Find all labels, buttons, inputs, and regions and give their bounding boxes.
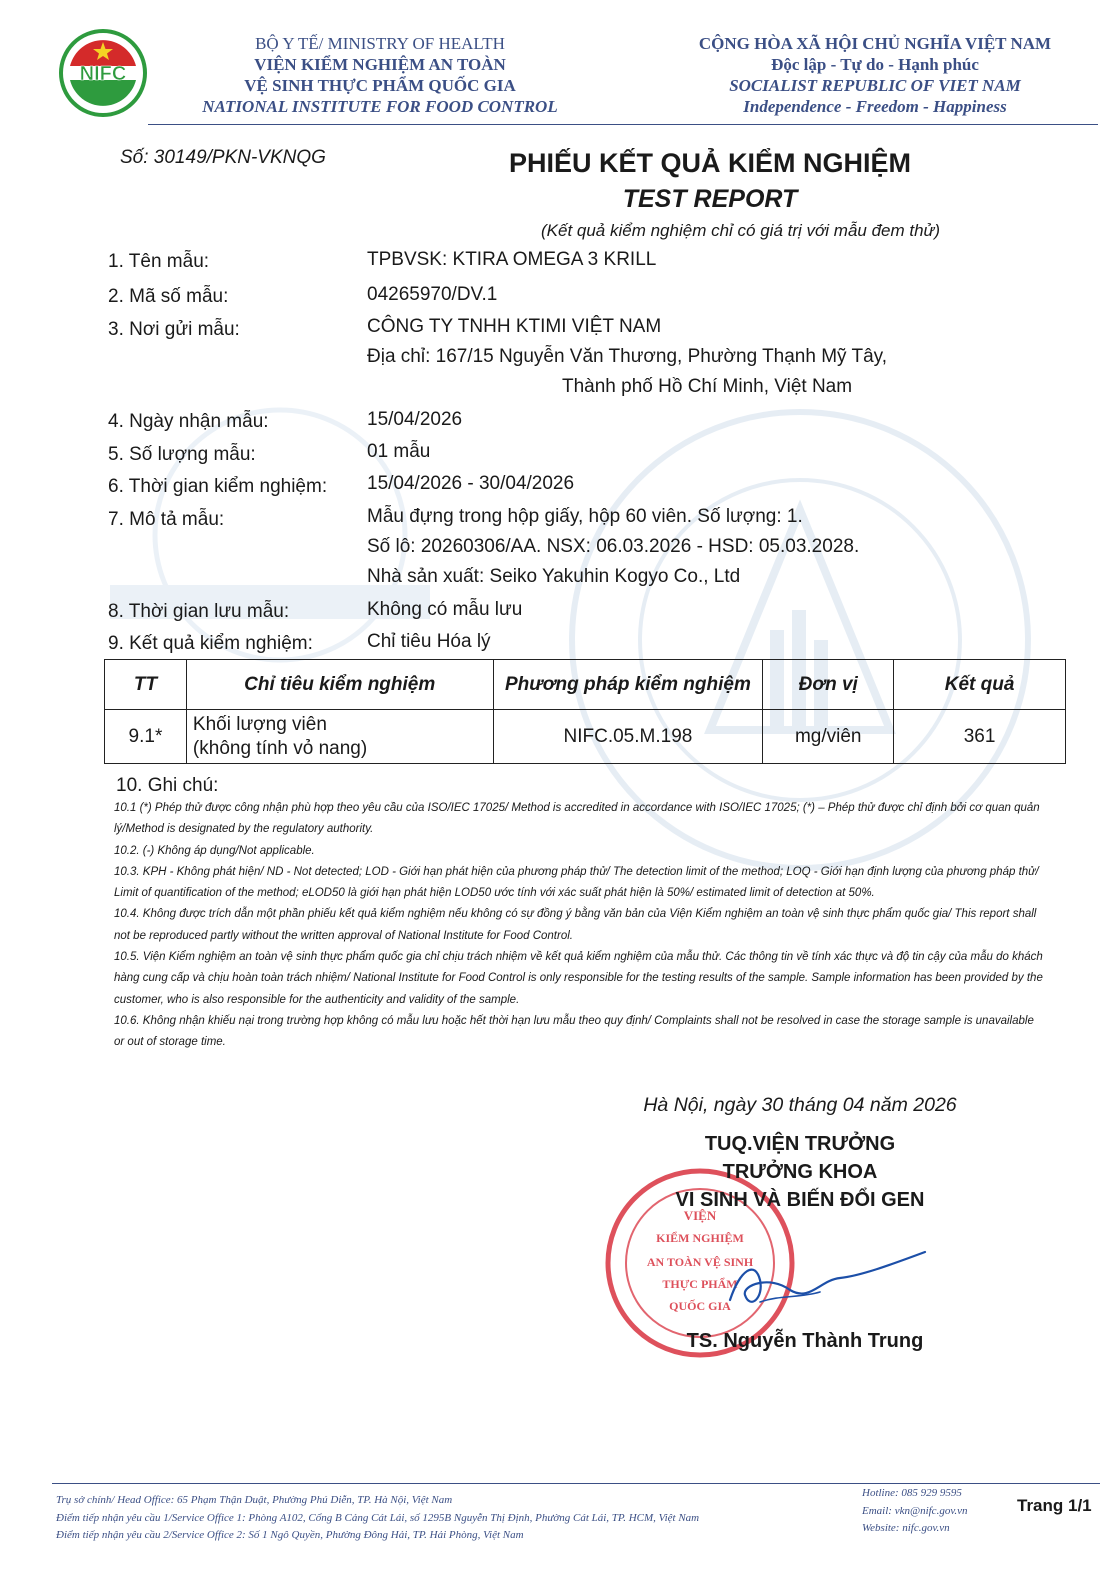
field-value-manufacturer: Nhà sản xuất: Seiko Yakuhin Kogyo Co., Ltd [367,566,741,587]
signatory-line3: VI SINH VÀ BIẾN ĐỔI GEN [675,1189,925,1211]
header-indicator: Chỉ tiêu kiểm nghiệm [186,660,493,710]
field-value-sender: CÔNG TY TNHH KTIMI VIỆT NAM [367,316,662,337]
field-value-received-date: 15/04/2026 [367,409,463,430]
header-result: Kết quả [894,660,1066,710]
svg-text:THỰC PHẨM: THỰC PHẨM [662,1277,738,1291]
field-value-sample-name: TPBVSK: KTIRA OMEGA 3 KRILL [367,249,657,270]
handwritten-signature [700,1240,930,1320]
document-number: Số: 30149/PKN-VKNQG [120,147,326,168]
field-label-received-date: 4. Ngày nhận mẫu: [108,411,269,432]
signatory-line2: TRƯỞNG KHOA [722,1161,878,1183]
field-value-storage: Không có mẫu lưu [367,599,523,620]
note-10-4: 10.4. Không được trích dẫn một phần phiếu kết quả kiểm nghiệm nếu không có sự đồng ý bằng văn bản của Viện Kiểm nghiệm an toàn vệ sinh thực phẩm quốc gia/ This report shall not be reproduced partly without the written approval of National Institute for Food Control. [114,908,1037,942]
header-tt: TT [105,660,187,710]
title-vn: PHIẾU KẾT QUẢ KIỂM NGHIỆM [508,148,912,178]
signing-date: Hà Nội, ngày 30 tháng 04 năm 2026 [643,1094,957,1116]
nifc-logo [58,28,148,118]
results-table [104,659,1066,764]
svg-text:VIỆN: VIỆN [683,1208,717,1223]
notes-list [114,798,1044,1054]
field-value-test-period: 15/04/2026 - 30/04/2026 [367,473,575,494]
field-value-result-type: Chỉ tiêu Hóa lý [367,631,491,652]
note-10-6: 10.6. Không nhận khiếu nại trong trường hợp không có mẫu lưu hoặc hết thời hạn lưu mẫu theo quy định/ Complaints shall not be resolved in case the storage sample is unavailable or out of storage time. [114,1014,1034,1049]
footer-service-office-2: Điểm tiếp nhận yêu cầu 2/Service Office 2: Số 1 Ngô Quyền, Phường Đông Hải, TP. Hải Phòng, Việt Nam [56,1529,524,1541]
cell-result: 361 [894,710,1066,764]
cell-method: NIFC.05.M.198 [493,710,763,764]
footer-website: Website: nifc.gov.vn [862,1522,950,1534]
footer-divider [52,1483,1100,1484]
field-label-sample-code: 2. Mã số mẫu: [108,286,229,307]
svg-text:AN TOÀN VỆ SINH: AN TOÀN VỆ SINH [646,1255,754,1269]
footer-head-office: Trụ sở chính/ Head Office: 65 Phạm Thận Duật, Phường Phú Diễn, TP. Hà Nội, Việt Nam [56,1494,453,1506]
institute-en: NATIONAL INSTITUTE FOR FOOD CONTROL [202,97,558,116]
field-label-quantity: 5. Số lượng mẫu: [108,444,256,465]
institute-vn-line1: VIỆN KIỂM NGHIỆM AN TOÀN [254,55,506,74]
field-value-quantity: 01 mẫu [367,441,431,462]
field-value-sample-code: 04265970/DV.1 [367,284,498,305]
republic-en: SOCIALIST REPUBLIC OF VIET NAM [729,76,1021,95]
field-label-result-type: 9. Kết quả kiểm nghiệm: [108,633,313,654]
institute-vn-line2: VỆ SINH THỰC PHẨM QUỐC GIA [244,76,516,95]
header-unit: Đơn vị [763,660,894,710]
field-label-storage: 8. Thời gian lưu mẫu: [108,601,290,622]
footer-offices [56,1492,846,1545]
motto-en: Independence - Freedom - Happiness [743,97,1007,116]
footer-service-office-1: Điểm tiếp nhận yêu cầu 1/Service Office 1: Phòng A102, Cổng B Cảng Cát Lái, số 1295B Nguyễn Thị Định, Phường Cát Lái, TP. HCM, Việt Nam [56,1511,700,1524]
header-divider [148,124,1098,125]
field-label-test-period: 6. Thời gian kiểm nghiệm: [108,476,328,497]
table-row [105,710,1066,764]
note-10-5: 10.5. Viện Kiểm nghiệm an toàn vệ sinh thực phẩm quốc gia chỉ chịu trách nhiệm về kết quả kiểm nghiệm của mẫu thử. Các thông tin về tính xác thực và độ tin cậy của mẫu do khách hàng cung cấp và chịu hoàn toàn trách nhiệm/ National Institute for Food Control is only responsible for the testing results of the sample. Sample information has been provided by the customer, who is also responsible for the authenticity and validity of the sample. [114,951,1043,1006]
motto-vn: Độc lập - Tự do - Hạnh phúc [771,55,979,74]
field-label-description: 7. Mô tả mẫu: [108,509,225,530]
page-number: Trang 1/1 [1017,1496,1092,1515]
ministry-line: BỘ Y TẾ/ MINISTRY OF HEALTH [255,34,505,53]
title-en: TEST REPORT [622,185,798,213]
cell-indicator [186,710,493,764]
field-value-sender-address2: Thành phố Hồ Chí Minh, Việt Nam [562,376,853,397]
svg-text:KIỂM NGHIỆM: KIỂM NGHIỆM [656,1231,744,1245]
note-10-1: 10.1 (*) Phép thử được công nhận phù hợp theo yêu cầu của ISO/IEC 17025/ Method is accredited in accordance with ISO/IEC 17025; (*) – Phép thử được chỉ định bởi cơ quan quản lý/Method is designated by the regulatory authority. [114,802,1040,836]
svg-text:QUỐC GIA: QUỐC GIA [669,1299,731,1313]
notes-heading: 10. Ghi chú: [116,775,219,796]
footer-hotline: Hotline: 085 929 9595 [862,1487,962,1499]
title-note: (Kết quả kiểm nghiệm chỉ có giá trị với mẫu đem thử) [541,221,940,240]
field-label-sender: 3. Nơi gửi mẫu: [108,319,240,340]
cell-indicator-line2: (không tính vỏ nang) [192,737,368,759]
field-label-sample-name: 1. Tên mẫu: [108,251,210,272]
signatory-line1: TUQ.VIỆN TRƯỞNG [704,1133,896,1155]
footer-email: Email: vkn@nifc.gov.vn [862,1504,968,1517]
header-republic [660,33,1090,117]
field-value-lot: Số lô: 20260306/AA. NSX: 06.03.2026 - HSD: 05.03.2028. [367,536,860,557]
cell-indicator-line1: Khối lượng viên [192,713,327,735]
footer-contacts [862,1485,1012,1538]
header-method: Phương pháp kiểm nghiệm [493,660,763,710]
table-header-row [105,660,1066,710]
field-value-description: Mẫu đựng trong hộp giấy, hộp 60 viên. Số lượng: 1. [367,506,803,527]
svg-text:NIFC: NIFC [79,63,127,85]
republic-vn: CỘNG HÒA XÃ HỘI CHỦ NGHĨA VIỆT NAM [698,34,1052,53]
cell-tt: 9.1* [105,710,187,764]
cell-unit: mg/viên [763,710,894,764]
note-10-3: 10.3. KPH - Không phát hiện/ ND - Not detected; LOD - Giới hạn phát hiện của phương pháp thử/ The detection limit of the method; LOQ - Giới hạn định lượng của phương pháp thử/ Limit of quantification of the method; eLOD50 là giới hạn phát hiện LOD50 ước tính với xác suất phát hiện là 50%/ estimated limit of detection at 50%. [114,865,1039,900]
field-value-sender-address1: Địa chỉ: 167/15 Nguyễn Văn Thương, Phường Thạnh Mỹ Tây, [367,346,888,367]
header-institute [150,33,610,117]
signer-name: TS. Nguyễn Thành Trung [686,1330,924,1352]
note-10-2: 10.2. (-) Không áp dụng/Not applicable. [114,844,315,857]
